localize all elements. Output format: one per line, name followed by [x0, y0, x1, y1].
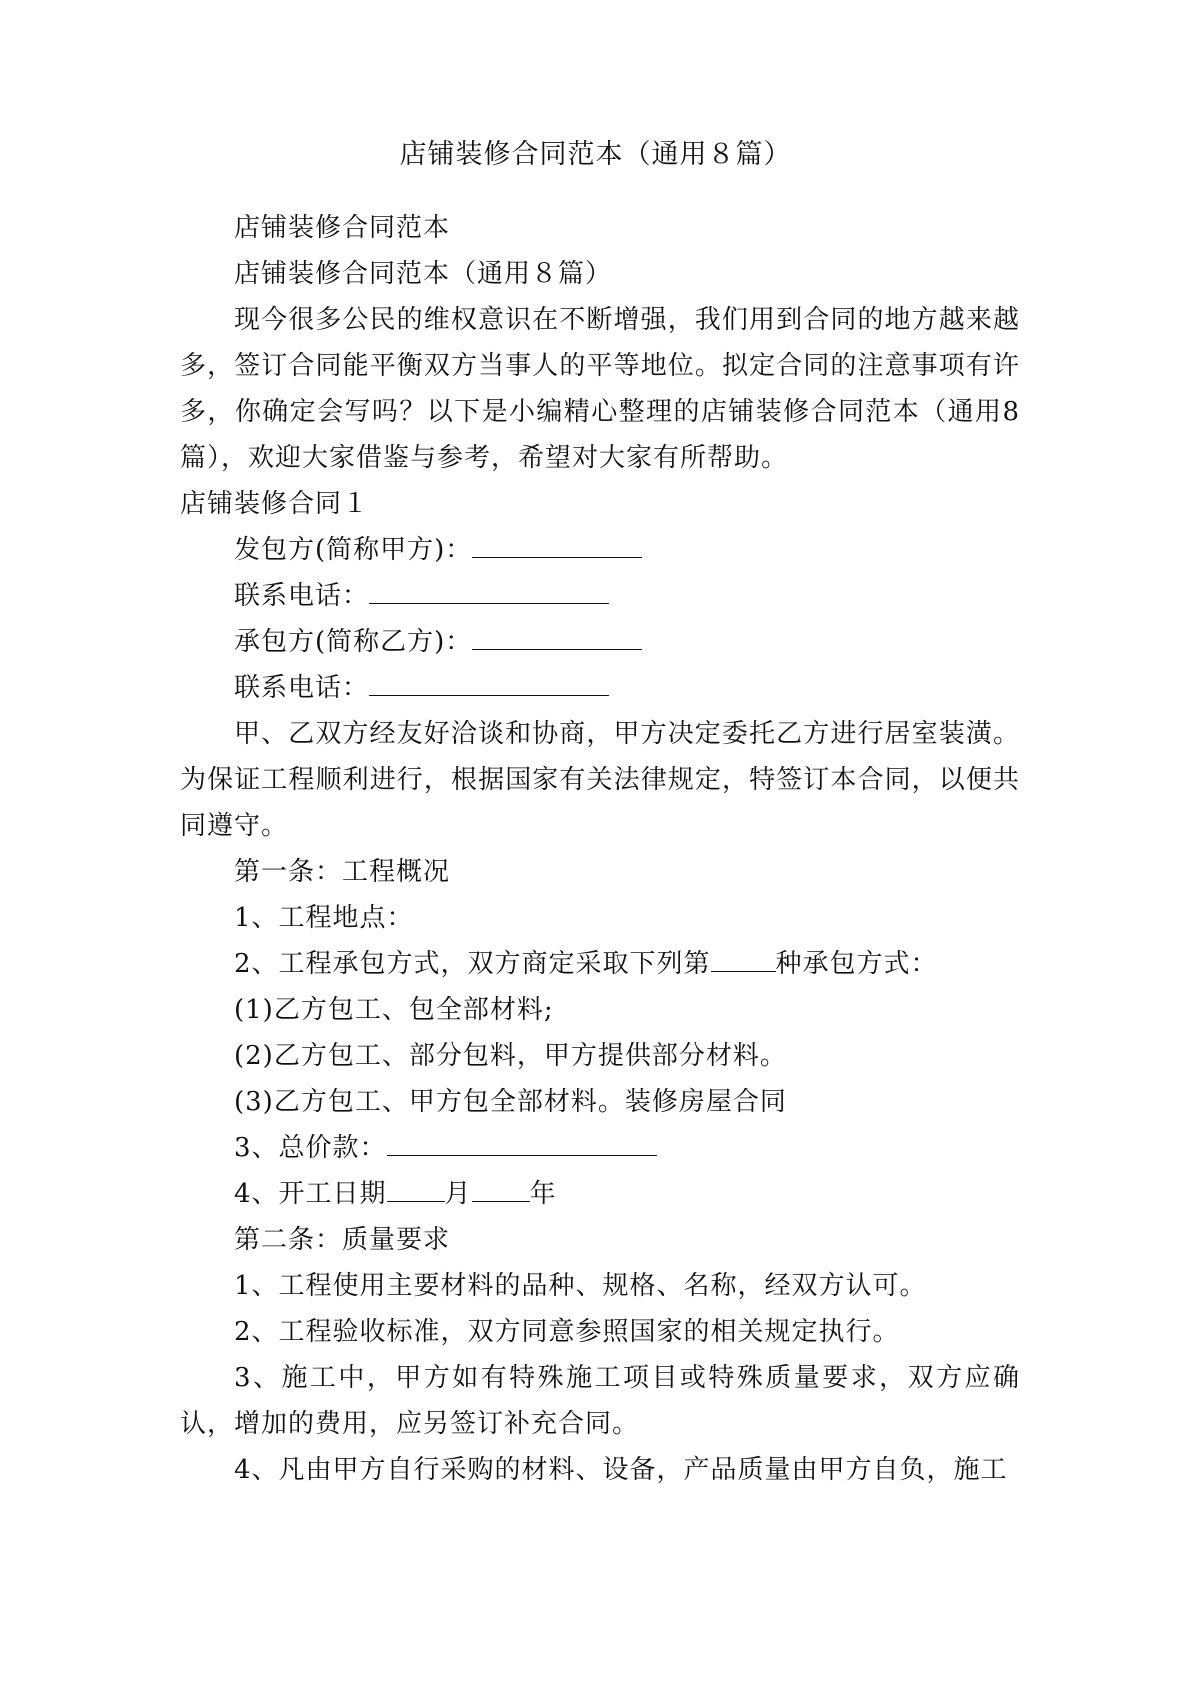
clause-text: 2、工程承包方式，双方商定采取下列第 [234, 949, 711, 979]
option-line: (1)乙方包工、包全部材料; [234, 995, 554, 1025]
subtitle-line: 店铺装修合同范本（通用８篇） [234, 259, 613, 289]
party-b-blank[interactable] [472, 627, 642, 650]
article-heading: 第二条：质量要求 [234, 1225, 451, 1255]
clause-text: 3、总价款： [234, 1133, 387, 1163]
clause-text: 年 [529, 1179, 557, 1209]
clause-line: 1、工程地点： [234, 903, 414, 933]
clause-line: 3、施工中，甲方如有特殊施工项目或特殊质量要求，双方应确认，增加的费用，应另签订补充合同。 [180, 1363, 1020, 1439]
clause-line [180, 1171, 1020, 1217]
party-a-line [180, 527, 1020, 573]
option-line: (3)乙方包工、甲方包全部材料。装修房屋合同 [234, 1087, 787, 1117]
contract-type-blank[interactable] [711, 949, 776, 972]
clause-line [180, 941, 1020, 987]
option-line: (2)乙方包工、部分包料，甲方提供部分材料。 [234, 1041, 787, 1071]
phone-a-label: 联系电话： [234, 581, 370, 611]
month-blank[interactable] [387, 1179, 445, 1202]
clause-text: 种承包方式： [775, 949, 938, 979]
total-price-blank[interactable] [387, 1133, 657, 1156]
clause-text: 月 [444, 1179, 472, 1209]
article-heading: 第一条：工程概况 [234, 857, 451, 887]
phone-b-line [180, 665, 1020, 711]
subtitle-line: 店铺装修合同范本 [234, 213, 451, 243]
agreement-paragraph: 甲、乙双方经友好洽谈和协商，甲方决定委托乙方进行居室装潢。为保证工程顺利进行，根据国家有关法律规定，特签订本合同，以便共同遵守。 [180, 719, 1020, 841]
clause-text: 4、开工日期 [234, 1179, 387, 1209]
section-heading: 店铺装修合同１ [180, 489, 370, 519]
party-a-label: 发包方(简称甲方)： [234, 535, 473, 565]
phone-b-label: 联系电话： [234, 673, 370, 703]
year-blank[interactable] [472, 1179, 530, 1202]
party-b-line [180, 619, 1020, 665]
party-a-blank[interactable] [472, 535, 642, 558]
clause-line: 1、工程使用主要材料的品种、规格、名称，经双方认可。 [234, 1271, 927, 1301]
document-title: 店铺装修合同范本（通用８篇） [399, 139, 792, 170]
phone-b-blank[interactable] [369, 673, 609, 696]
intro-paragraph: 现今很多公民的维权意识在不断增强，我们用到合同的地方越来越多，签订合同能平衡双方当事人的平等地位。拟定合同的注意事项有许多，你确定会写吗？以下是小编精心整理的店铺装修合同范本（通用8篇），欢迎大家借鉴与参考，希望对大家有所帮助。 [180, 305, 1020, 473]
party-b-label: 承包方(简称乙方)： [234, 627, 473, 657]
clause-line: 4、凡由甲方自行采购的材料、设备，产品质量由甲方自负，施工 [234, 1455, 1008, 1485]
phone-a-line [180, 573, 1020, 619]
clause-line: 2、工程验收标准，双方同意参照国家的相关规定执行。 [234, 1317, 900, 1347]
phone-a-blank[interactable] [369, 581, 609, 604]
clause-line [180, 1125, 1020, 1171]
document-body [180, 205, 1020, 1493]
